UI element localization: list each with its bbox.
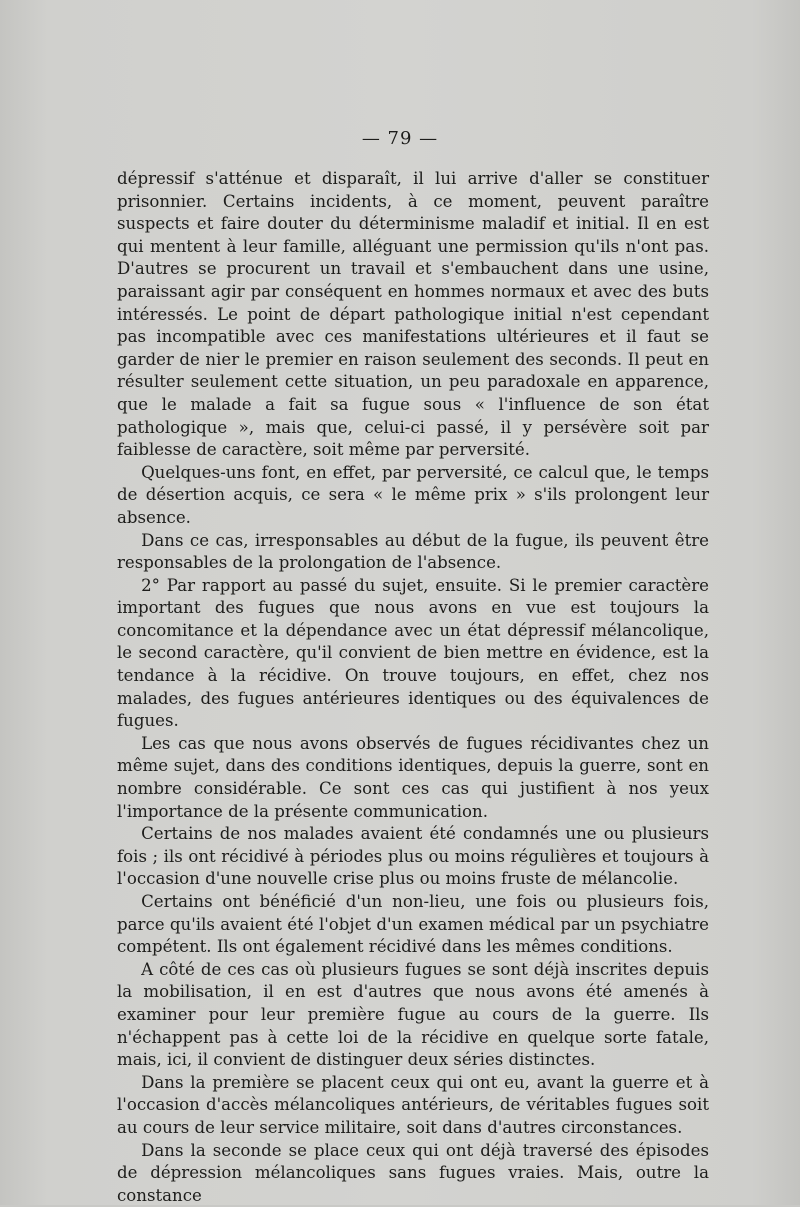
paragraph-continuation: dépressif s'atténue et disparaît, il lui arrive d'aller se constituer prisonnier. Certains incidents, à ce moment, peuvent paraître suspects et faire douter du déterminisme maladif et initial. Il en est qui mentent à leur famille, alléguant une permission qu'ils n'ont pas. D'autres se procurent un travail et s'embauchent dans une usine, paraissant agir par conséquent en hommes normaux et avec des buts intéressés. Le point de départ pathologique initial n'est cependant pas incompatible avec ces manifestations ultérieures et il faut se garder de nier le premier en raison seulement des seconds. Il peut en résulter seulement cette situation, un peu paradoxale en apparence, que le malade a fait sa fugue sous « l'influence de son état pathologique », mais que, celui-ci passé, il y persévère soit par faiblesse de caractère, soit même par perversité.	[117, 169, 709, 460]
paragraph-mobilisation: A côté de ces cas où plusieurs fugues se sont déjà inscrites depuis la mobilisation, il en est d'autres que nous avons été amenés à examiner pour leur première fugue au cours de la guerre. Ils n'échappent pas à cette loi de la récidive en quelque sorte fatale, mais, ici, il convient de distinguer deux séries distinctes.	[117, 959, 709, 1070]
body-text	[117, 168, 709, 1207]
paragraph-condemned: Certains de nos malades avaient été condamnés une ou plusieurs fois ; ils ont récidivé à périodes plus ou moins régulières et toujours à l'occasion d'une nouvelle crise plus ou moins fruste de mélancolie.	[117, 824, 709, 889]
paragraph-perversity: Quelques-uns font, en effet, par perversité, ce calcul que, le temps de désertion acquis, ce sera « le même prix » s'ils prolongent leur absence.	[117, 462, 709, 527]
paragraph-responsibility: Dans ce cas, irresponsables au début de la fugue, ils peuvent être responsables de la prolongation de l'absence.	[117, 530, 709, 573]
paragraph-past-of-subject: 2° Par rapport au passé du sujet, ensuite. Si le premier caractère important des fugues que nous avons en vue est toujours la concomitance et la dépendance avec un état dépressif mélancolique, le second caractère, qu'il convient de bien mettre en évidence, est la tendance à la récidive. On trouve toujours, en effet, chez nos malades, des fugues antérieures identiques ou des équivalences de fugues.	[117, 575, 709, 731]
paragraph-recidivism-cases: Les cas que nous avons observés de fugues récidivantes chez un même sujet, dans des conditions identiques, depuis la guerre, sont en nombre considérable. Ce sont ces cas qui justifient à nos yeux l'importance de la présente communication.	[117, 733, 709, 821]
paragraph-first-series: Dans la première se placent ceux qui ont eu, avant la guerre et à l'occasion d'accès mélancoliques antérieurs, de véritables fugues soit au cours de leur service militaire, soit dans d'autres circonstances.	[117, 1072, 709, 1137]
paragraph-non-lieu: Certains ont bénéficié d'un non-lieu, une fois ou plusieurs fois, parce qu'ils avaient été l'objet d'un examen médical par un psychiatre compétent. Ils ont également récidivé dans les mêmes conditions.	[117, 892, 709, 957]
page-number: — 79 —	[361, 128, 439, 149]
paragraph-second-series: Dans la seconde se place ceux qui ont déjà traversé des épisodes de dépression mélancoliques sans fugues vraies. Mais, outre la constance	[117, 1140, 709, 1205]
